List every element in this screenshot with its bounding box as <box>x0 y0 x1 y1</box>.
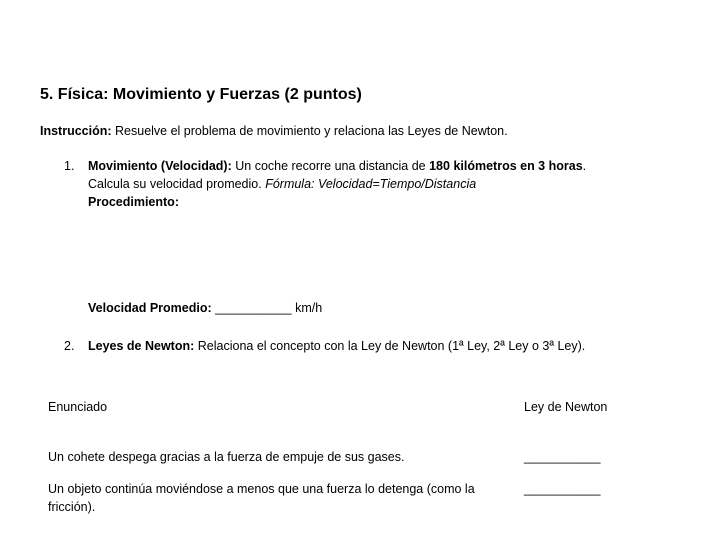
instruction-text: Resuelve el problema de movimiento y relaciona las Leyes de Newton. <box>111 124 508 138</box>
procedure-label: Procedimiento: <box>88 195 179 209</box>
table-row <box>48 480 648 524</box>
velocity-label: Velocidad Promedio: <box>88 301 212 315</box>
answer-blank[interactable]: ___________ <box>211 301 296 315</box>
answer-blank[interactable]: ___________ <box>524 450 601 464</box>
instruction <box>40 124 508 138</box>
unit: km/h <box>295 301 323 315</box>
table-header-row <box>48 398 648 448</box>
instruction-label: Instrucción: <box>40 124 112 138</box>
velocity-answer-line <box>88 301 322 315</box>
distance-time-value: 180 kilómetros en 3 horas <box>429 159 583 173</box>
list-item-velocity <box>64 157 624 211</box>
item-label: Movimiento (Velocidad): <box>88 159 232 173</box>
formula: Fórmula: Velocidad=Tiempo/Distancia <box>265 177 477 191</box>
answer-blank[interactable]: ___________ <box>524 482 601 496</box>
item-number: 1. <box>64 159 75 173</box>
table-row <box>48 448 648 480</box>
statement-cell: Un objeto continúa moviéndose a menos que una fuerza lo detenga (como la fricción). <box>48 482 475 514</box>
item-text: . Calcula su velocidad promedio. <box>88 159 587 191</box>
item-text: Un coche recorre una distancia de <box>231 159 430 173</box>
item-label: Leyes de Newton: <box>88 339 195 353</box>
item-text: Relaciona el concepto con la Ley de Newton (1ª Ley, 2ª Ley o 3ª Ley). <box>194 339 586 353</box>
newton-table <box>48 398 648 524</box>
list-item-newton <box>64 337 624 355</box>
section-title: 5. Física: Movimiento y Fuerzas (2 puntos) <box>40 86 362 103</box>
statement-cell: Un cohete despega gracias a la fuerza de empuje de sus gases. <box>48 450 405 464</box>
column-header-statement: Enunciado <box>48 400 108 414</box>
column-header-law: Ley de Newton <box>524 400 608 414</box>
item-number: 2. <box>64 339 75 353</box>
